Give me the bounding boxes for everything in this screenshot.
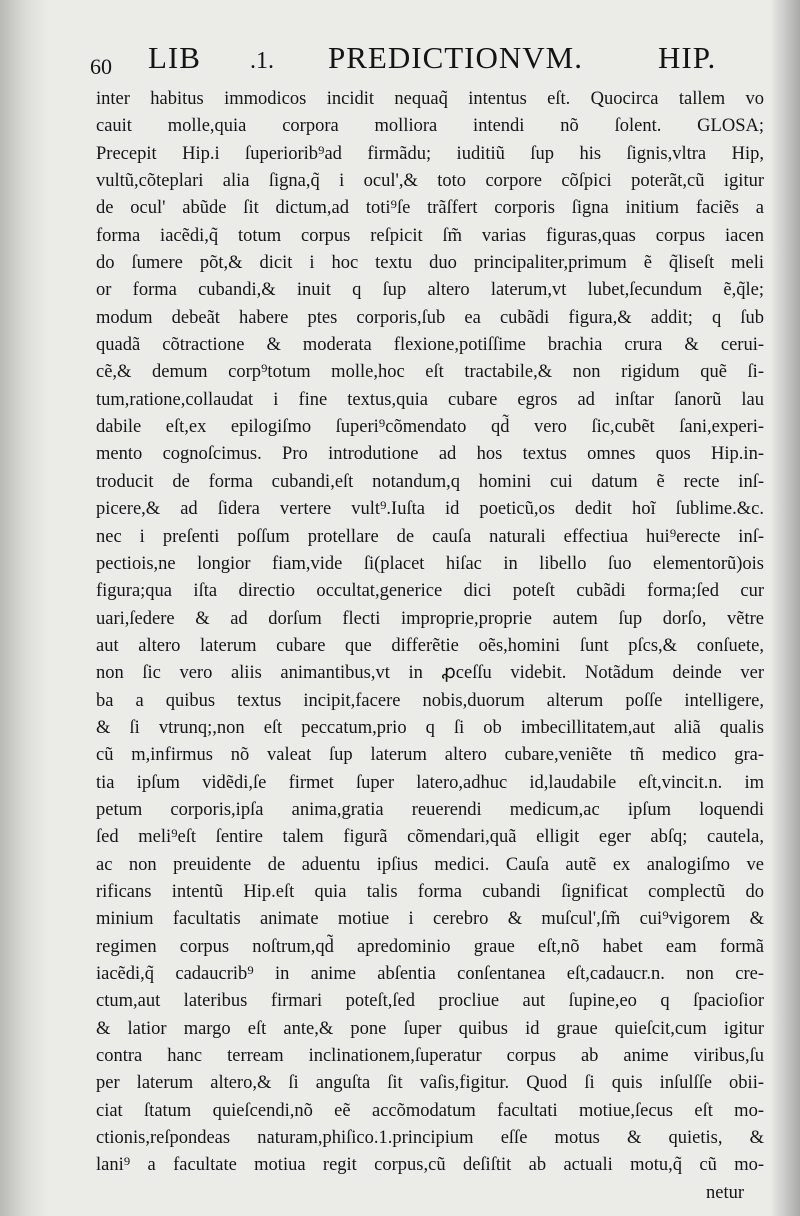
- text-line: ſed meli⁹eſt ſentire talem figurã cõmendari,quã elligit eger abſq; cautela,: [96, 827, 764, 848]
- text-line: ciat ſtatum quieſcendi,nõ eẽ accõmodatum facultati motiue,ſecus eſt mo-: [96, 1100, 764, 1121]
- page-number: 60: [90, 54, 112, 79]
- text-line: & ſi vtrunq;,non eſt peccatum,prio q ſi ob imbecillitatem,aut aliã qualis: [96, 717, 764, 738]
- text-line: iacẽdi,q̃ cadaucrib⁹ in anime abſentia conſentanea eſt,cadaucr.n. non cre-: [96, 964, 764, 984]
- text-line: modum debeãt habere ptes corporis,ſub ea cubãdi figura,& addit; q ſub: [96, 307, 764, 328]
- text-line: quadã cõtractione & moderata flexione,potiſſime brachia crura & cerui-: [96, 335, 764, 356]
- header-title: PREDICTIONVM.: [328, 40, 583, 75]
- text-line: figura;qua iſta directio occultat,generice dici poteſt cubãdi forma;ſed cur: [96, 581, 764, 602]
- text-line: cũ m,infirmus nõ valeat ſup laterum altero cubare,veniẽte tñ medico gra-: [96, 745, 764, 766]
- text-line: minium facultatis animate motiue i cerebro & muſcul',ſm̃ cui⁹vigorem &: [96, 909, 764, 930]
- body-text: [96, 86, 764, 1207]
- text-line: tia ipſum vidẽdi,ſe firmet ſuper latero,adhuc id,laudabile eſt,vincit.n. im: [96, 772, 764, 793]
- text-line: & latior margo eſt ante,& pone ſuper quibus id graue quieſcit,cum igitur: [96, 1018, 764, 1039]
- text-line: vultũ,cõteplari alia ſigna,q̃ i ocul',& toto corpore cõſpici poterãt,cũ igitur: [96, 171, 764, 192]
- text-line: picere,& ad ſidera vertere vult⁹.Iuſta id poeticũ,os dedit hoĩ ſublime.&c.: [96, 499, 764, 520]
- running-header: [90, 40, 750, 84]
- header-book-number: .1.: [250, 48, 274, 74]
- text-line: regimen corpus noſtrum,qd̃ apredominio graue eſt,nõ habet eam formã: [96, 936, 764, 957]
- header-running-head: HIP.: [658, 40, 717, 75]
- text-line: cẽ,& demum corp⁹totum molle,hoc eſt tractabile,& non rigidum quẽ ſi-: [96, 362, 764, 383]
- text-line: petum corporis,ipſa anima,gratia reuerendi medicum,ac ipſum loquendi: [96, 799, 764, 820]
- text-line: uari,ſedere & ad dorſum flecti improprie,proprie autem ſup dorſo, vẽtre: [96, 608, 764, 629]
- text-line: Precepit Hip.i ſuperiorib⁹ad firmãdu; iuditiũ ſup his ſignis,vltra Hip,: [96, 143, 764, 164]
- text-line: cauit molle,quia corpora molliora intendi nõ ſolent. GLOSA;: [96, 116, 764, 137]
- text-line: tum,ratione,collaudat i fine textus,quia cubare egros ad inſtar ſanorũ lau: [96, 389, 764, 410]
- page-edge-shadow: [770, 0, 800, 1216]
- text-line: ac non preuidente de aduentu ipſius medici. Cauſa autẽ ex analogiſmo ve: [96, 854, 764, 875]
- header-lib: LIB: [148, 40, 201, 75]
- text-line: pectiois,ne longior fiam,vide ſi(placet hiſac in libello ſuo elementorũ)ois: [96, 553, 764, 574]
- text-line: ctum,aut lateribus firmari poteſt,ſed procliue aut ſupine,eo q ſpacioſior: [96, 991, 764, 1012]
- text-line: per laterum altero,& ſi anguſta ſit vaſis,figitur. Quod ſi quis inſulſſe obii-: [96, 1073, 764, 1094]
- text-line: mento cognoſcimus. Pro introdutione ad hos textus omnes quos Hip.in-: [96, 444, 764, 465]
- text-line: lani⁹ a facultate motiua regit corpus,cũ deſiſtit ab actuali motu,q̃ cũ mo-: [96, 1155, 764, 1176]
- text-line: de ocul' abũde ſit dictum,ad toti⁹ſe trãſfert corporis ſigna initium faciẽs a: [96, 198, 764, 219]
- page-gutter-shadow: [0, 0, 48, 1216]
- text-line: dabile eſt,ex epilogiſmo ſuperi⁹cõmendato qd̃ vero ſic,cubẽt ſani,experi-: [96, 417, 764, 438]
- text-line: rificans intentũ Hip.eſt quia talis forma cubandi ſignificat complectũ do: [96, 881, 764, 902]
- text-line: ctionis,reſpondeas naturam,phiſico.1.principium eſſe motus & quietis, &: [96, 1128, 764, 1149]
- text-line: aut altero laterum cubare que differẽtie oẽs,homini ſunt pſcs,& conſuete,: [96, 635, 764, 656]
- text-line: contra hanc terream inclinationem,ſuperatur corpus ab anime viribus,ſu: [96, 1046, 764, 1067]
- text-line: inter habitus immodicos incidit nequaq̃ intentus eſt. Quocirca tallem vo: [96, 89, 764, 109]
- catchword: netur: [705, 1182, 744, 1203]
- text-line: non ſic vero aliis animantibus,vt in ꝓceſſu videbit. Notãdum deinde ver: [96, 663, 764, 684]
- text-line: forma iacẽdi,q̃ totum corpus reſpicit ſm̃ varias figuras,quas corpus iacen: [96, 225, 764, 246]
- text-line: ba a quibus textus incipit,facere nobis,duorum alterum poſſe intelligere,: [96, 690, 764, 711]
- text-line: or forma cubandi,& inuit q ſup altero laterum,vt lubet,ſecundum ẽ,q̃le;: [96, 280, 764, 301]
- text-line: nec i preſenti poſſum protellare de cauſa naturali effectiua hui⁹erecte inſ-: [96, 526, 764, 547]
- text-line: troducit de forma cubandi,eſt notandum,q homini cui datum ẽ recte inſ-: [96, 471, 764, 492]
- text-line: do ſumere põt,& dicit i hoc textu duo principaliter,primum ẽ q̃liseſt meli: [96, 253, 764, 274]
